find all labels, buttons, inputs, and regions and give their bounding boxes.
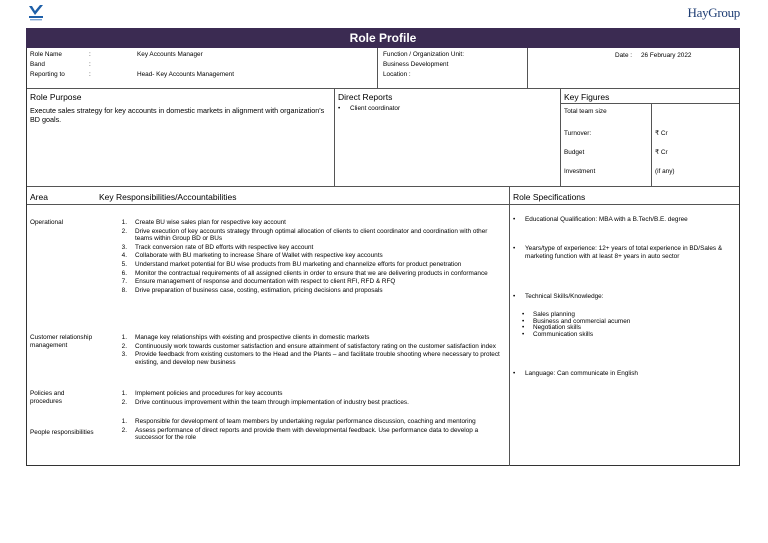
kra-header: Key Responsibilities/Accountabilities [99,192,237,202]
function-value: Business Development [383,61,449,68]
education-spec: • Educational Qualification: MBA with a B.Tech/B.E. degree [511,216,733,224]
list-item: 7. Ensure management of response and documentation with respect to client RFI, RFD & RFQ [121,278,396,286]
area-name: Policies and procedures [30,390,65,405]
role-purpose-title: Role Purpose [30,92,82,102]
key-figure-label: Investment [564,168,596,175]
direct-reports-title: Direct Reports [338,92,393,102]
band-label: Band [30,61,45,68]
list-item: 3. Provide feedback from existing customers to the Head and the Plants – and facilitate trouble shooting where necessary to protect existing, and develop new business [121,351,500,366]
role-name-label: Role Name [30,51,62,58]
key-figures-title: Key Figures [564,92,610,102]
responsibility-list [109,390,503,407]
skills-title: • Technical Skills/Knowledge: [511,293,733,301]
list-item: • Communication skills [521,332,731,339]
list-item: 4. Collaborate with BU marketing to increase Share of Wallet with respective key accounts [121,252,383,260]
list-item: 8. Drive preparation of business case, costing, estimation, pricing decisions and proposals [121,286,383,294]
reporting-label: Reporting to [30,71,65,78]
list-item: 2. Continuously work towards customer satisfaction and ensure attainment of satisfactory rating on the customer satisfaction index [121,342,496,350]
list-item: 1. Create BU wise sales plan for respective key account [121,219,286,226]
area-header: Area [30,192,48,202]
colon: : [89,61,91,68]
key-figure-label: Turnover: [564,130,592,137]
key-figure-value: ₹ Cr [655,149,668,156]
reporting-value: Head- Key Accounts Management [137,71,234,78]
key-figure-label: Total team size [564,108,607,115]
role-profile-table [26,48,740,466]
direct-reports-list [336,105,556,113]
responsibility-list [109,334,503,367]
list-item: 5. Understand market potential for BU wise products from BU marketing and channelize efforts for product penetration [121,260,462,268]
list-item: • Client coordinator [336,105,556,113]
area-name: Operational [30,219,64,226]
colon: : [89,51,91,58]
function-label: Function / Organization Unit: [383,51,464,58]
list-item: 2. Assess performance of direct reports and provide them with developmental feedback. Use performance data to develop a successor for the role [121,426,479,442]
area-name: Customer relationship management [30,334,93,349]
role-specs [511,370,733,378]
list-item: • Negotiation skills [521,325,731,332]
key-figure-value: ₹ Cr [655,130,668,137]
list-item: 1. Implement policies and procedures for key accounts [121,390,283,397]
role-name-value: Key Accounts Manager [137,51,203,58]
list-item: 3. Track conversion rate of BD efforts with respective key account [121,243,314,251]
company-logo-icon [28,4,44,22]
page-title: Role Profile [26,28,740,48]
list-item: 1. Responsible for development of team members by undertaking regular performance discussion, coaching and mentoring [121,418,476,425]
responsibility-list [109,219,503,295]
skills-list [521,312,731,338]
language-spec: • Language: Can communicate in English [511,370,733,378]
experience-spec: • Years/type of experience: 12+ years of total experience in BD/Sales & marketing function with at least 8+ years in auto sector [511,245,733,261]
role-purpose-text: Execute sales strategy for key accounts in domestic markets in alignment with organization's BD goals. [30,106,325,124]
list-item: 1. Manage key relationships with existing and prospective clients in domestic markets [121,334,370,341]
key-figure-value: (if any) [655,168,675,175]
specs-header: Role Specifications [513,192,586,202]
list-item: 2. Drive continuous improvement within the team through implementation of industry best practices. [121,398,409,406]
list-item: 2. Drive execution of key accounts strategy through optimal allocation of clients to client coordinator and coordination with other teams within Group BD or BUs [121,227,488,243]
list-item: • Business and commercial acumen [521,319,731,326]
list-item: 6. Monitor the contractual requirements of all assigned clients in order to ensure that we are delivering products in conformance [121,269,488,277]
role-specs [511,216,733,224]
role-specs [511,245,733,261]
area-name: People responsibilities [30,429,94,436]
haygroup-logo: HayGroup [687,5,740,20]
location-label: Location : [383,71,411,78]
date-value: 26 February 2022 [641,52,692,59]
responsibility-list [109,418,503,443]
role-specs [511,293,733,301]
date-label: Date : [615,52,633,59]
colon: : [89,71,91,78]
key-figure-label: Budget [564,149,585,156]
list-item: • Sales planning [521,312,731,319]
